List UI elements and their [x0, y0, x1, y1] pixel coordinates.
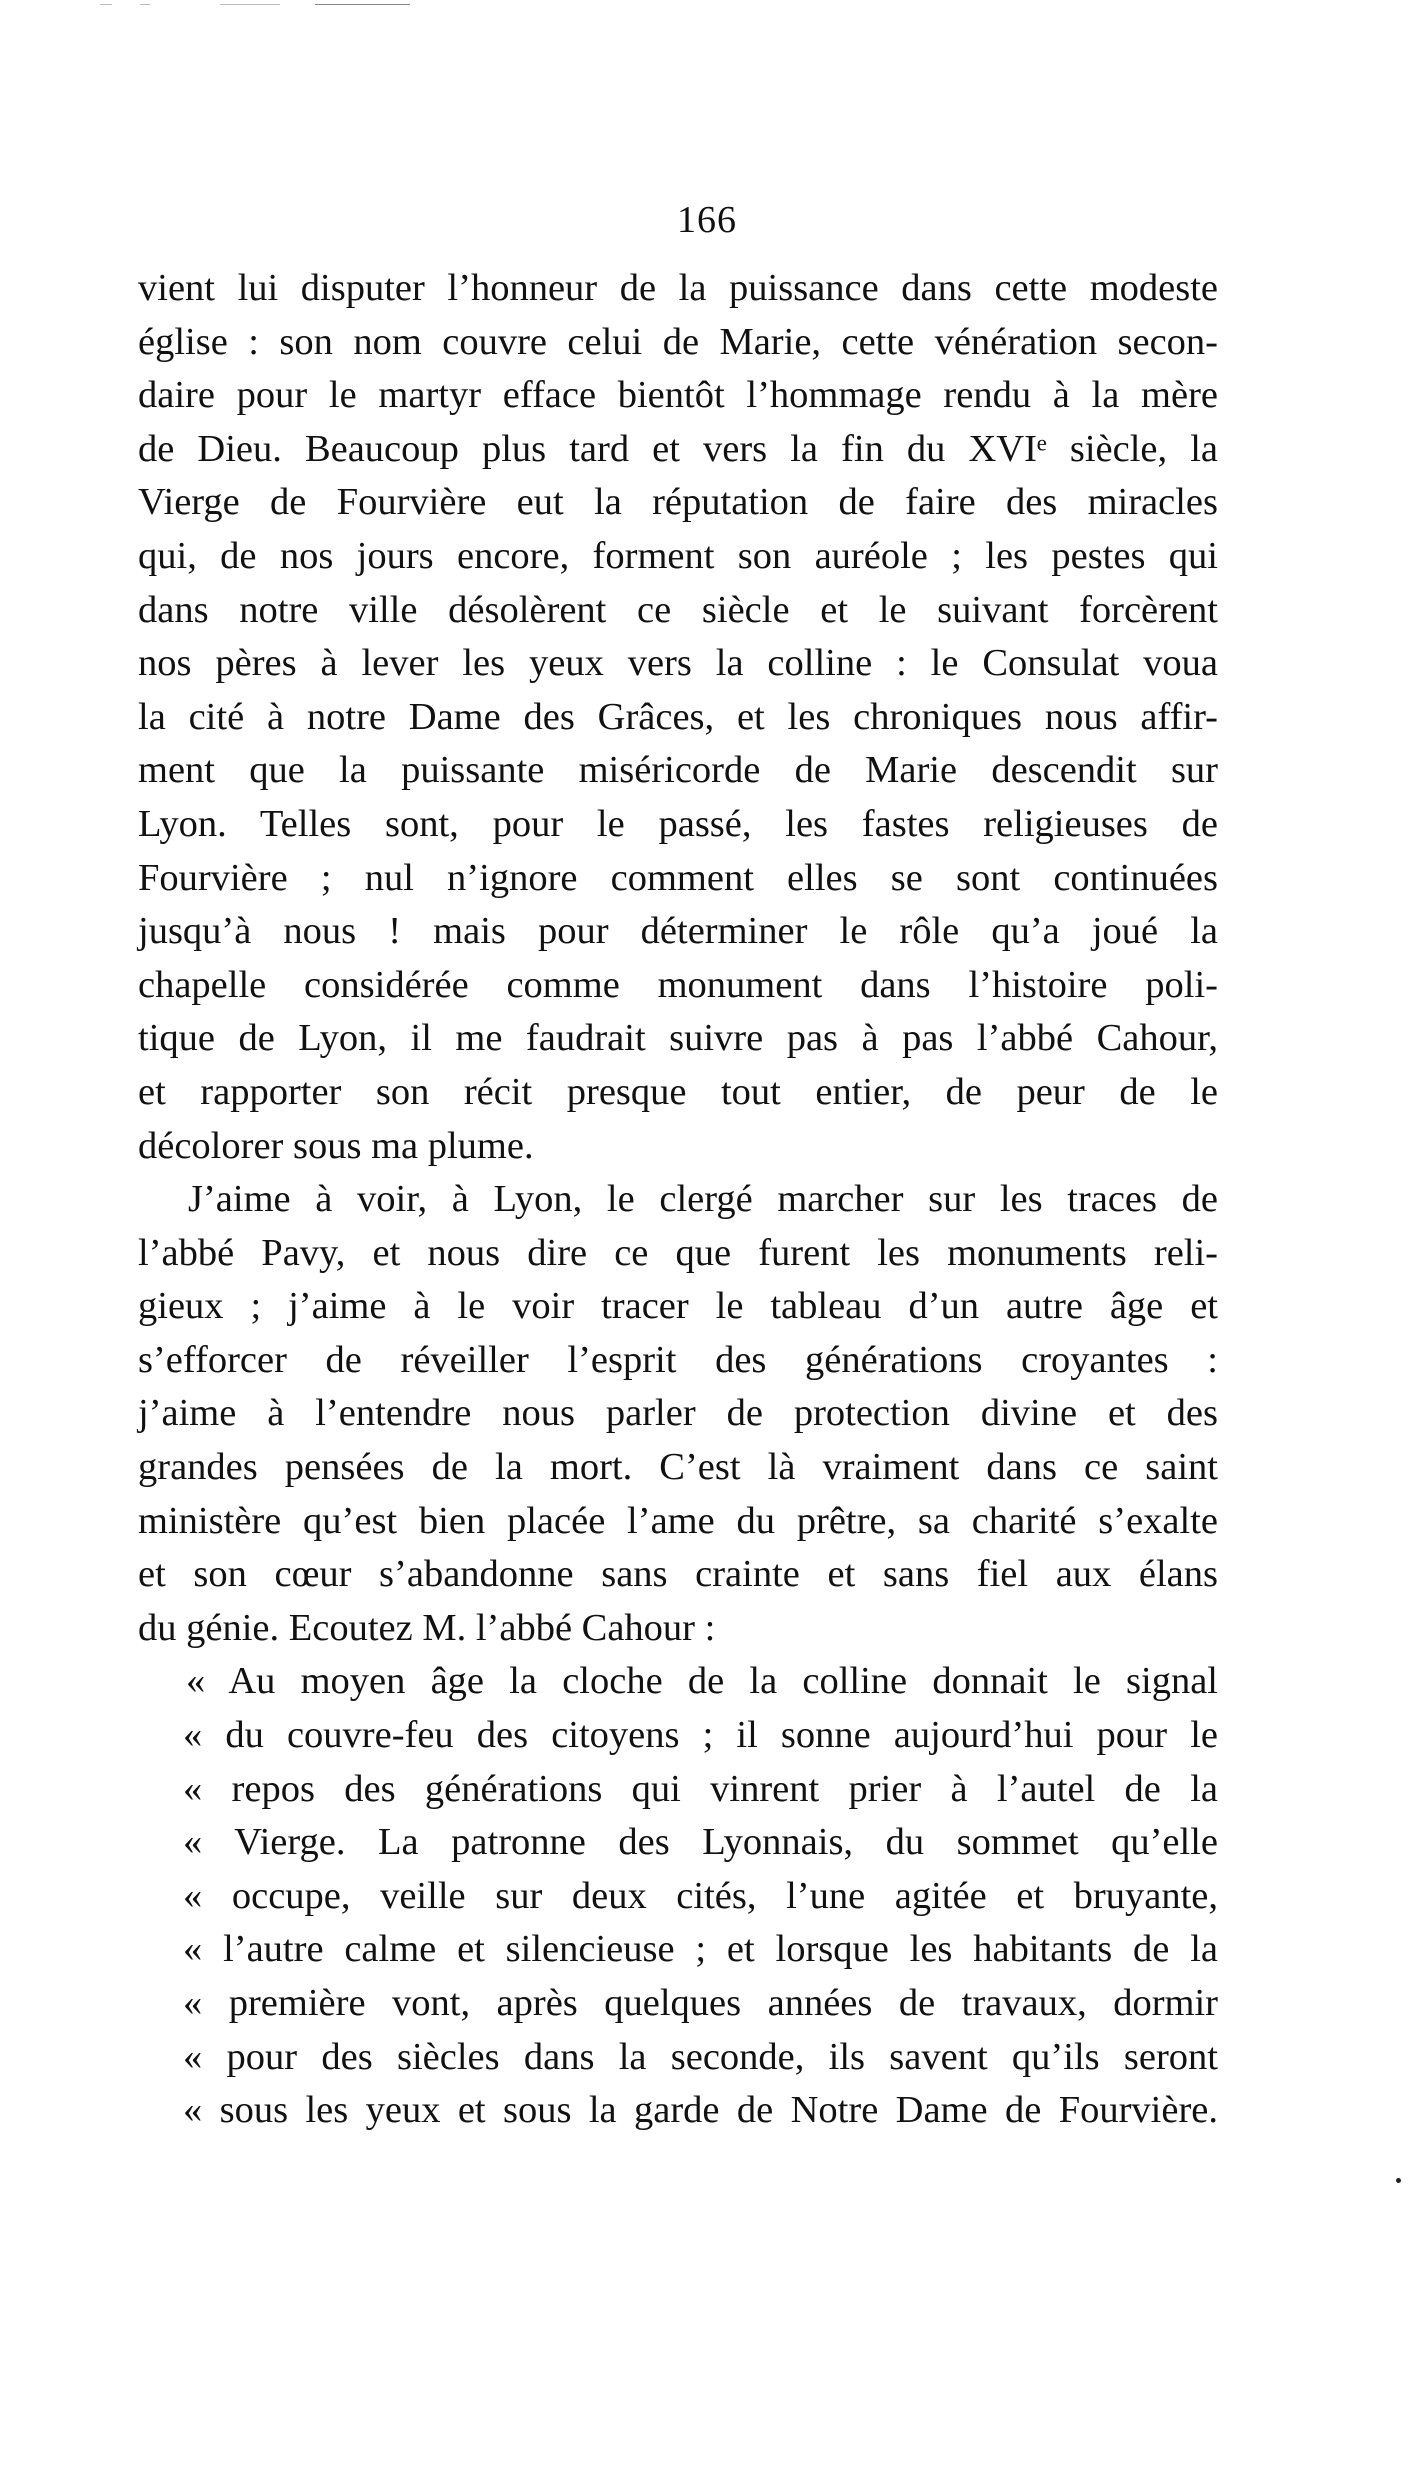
- text-line: J’aime à voir, à Lyon, le clergé marcher sur les traces de: [188, 1178, 1218, 1221]
- quote-line: « Au moyen âge la cloche de la colline donnait le signal: [186, 1660, 1218, 1703]
- text-line: l’abbé Pavy, et nous dire ce que furent les monuments reli-: [138, 1231, 1218, 1274]
- text-line: qui, de nos jours encore, forment son auréole ; les pestes qui: [138, 534, 1218, 577]
- scan-speck: [1396, 2178, 1401, 2183]
- text-line: et son cœur s’abandonne sans crainte et sans fiel aux élans: [138, 1553, 1218, 1596]
- text-line: église : son nom couvre celui de Marie, cette vénération secon-: [138, 320, 1218, 363]
- text-line: jusqu’à nous ! mais pour déterminer le rôle qu’a joué la: [138, 910, 1218, 953]
- quote-line: « pour des siècles dans la seconde, ils savent qu’ils seront: [183, 2035, 1218, 2078]
- text-line: gieux ; j’aime à le voir tracer le tableau d’un autre âge et: [138, 1285, 1218, 1328]
- text-line: nos pères à lever les yeux vers la colline : le Consulat voua: [138, 642, 1218, 685]
- text-line: la cité à notre Dame des Grâces, et les chroniques nous affir-: [138, 695, 1218, 738]
- text-line: du génie. Ecoutez M. l’abbé Cahour :: [138, 1606, 716, 1649]
- text-line: ministère qu’est bien placée l’ame du prêtre, sa charité s’exalte: [138, 1499, 1218, 1542]
- text-line: dans notre ville désolèrent ce siècle et le suivant forcèrent: [138, 588, 1218, 631]
- text-line: ment que la puissante miséricorde de Marie descendit sur: [138, 749, 1218, 792]
- scan-artifact-marks: [100, 0, 440, 10]
- text-line: Vierge de Fourvière eut la réputation de faire des miracles: [138, 481, 1218, 524]
- body-text: [138, 262, 1218, 2138]
- text-line: tique de Lyon, il me faudrait suivre pas à pas l’abbé Cahour,: [138, 1017, 1218, 1060]
- quote-line: « Vierge. La patronne des Lyonnais, du sommet qu’elle: [183, 1821, 1218, 1864]
- text-line: daire pour le martyr efface bientôt l’hommage rendu à la mère: [138, 374, 1218, 417]
- quote-line: « occupe, veille sur deux cités, l’une agitée et bruyante,: [183, 1874, 1218, 1917]
- quote-line: « du couvre-feu des citoyens ; il sonne aujourd’hui pour le: [183, 1714, 1218, 1757]
- text-line: Fourvière ; nul n’ignore comment elles se sont continuées: [138, 856, 1218, 899]
- text-line: Lyon. Telles sont, pour le passé, les fastes religieuses de: [138, 802, 1218, 845]
- text-line: décolorer sous ma plume.: [138, 1124, 534, 1167]
- quote-line: « première vont, après quelques années de travaux, dormir: [183, 1982, 1218, 2024]
- text-line: vient lui disputer l’honneur de la puissance dans cette modeste: [138, 267, 1218, 309]
- text-line: et rapporter son récit presque tout entier, de peur de le: [138, 1070, 1218, 1113]
- quote-line: « sous les yeux et sous la garde de Notre Dame de Fourvière.: [183, 2089, 1218, 2132]
- quote-line: « repos des générations qui vinrent prier à l’autel de la: [183, 1767, 1218, 1810]
- text-line: grandes pensées de la mort. C’est là vraiment dans ce saint: [138, 1446, 1218, 1489]
- text-line: j’aime à l’entendre nous parler de protection divine et des: [138, 1392, 1218, 1435]
- text-line: s’efforcer de réveiller l’esprit des générations croyantes :: [138, 1338, 1218, 1381]
- quote-line: « l’autre calme et silencieuse ; et lorsque les habitants de la: [183, 1928, 1218, 1971]
- text-line: de Dieu. Beaucoup plus tard et vers la fin du XVIᵉ siècle, la: [138, 427, 1218, 470]
- text-line: chapelle considérée comme monument dans l’histoire poli-: [138, 963, 1218, 1006]
- page-number: 166: [677, 199, 737, 241]
